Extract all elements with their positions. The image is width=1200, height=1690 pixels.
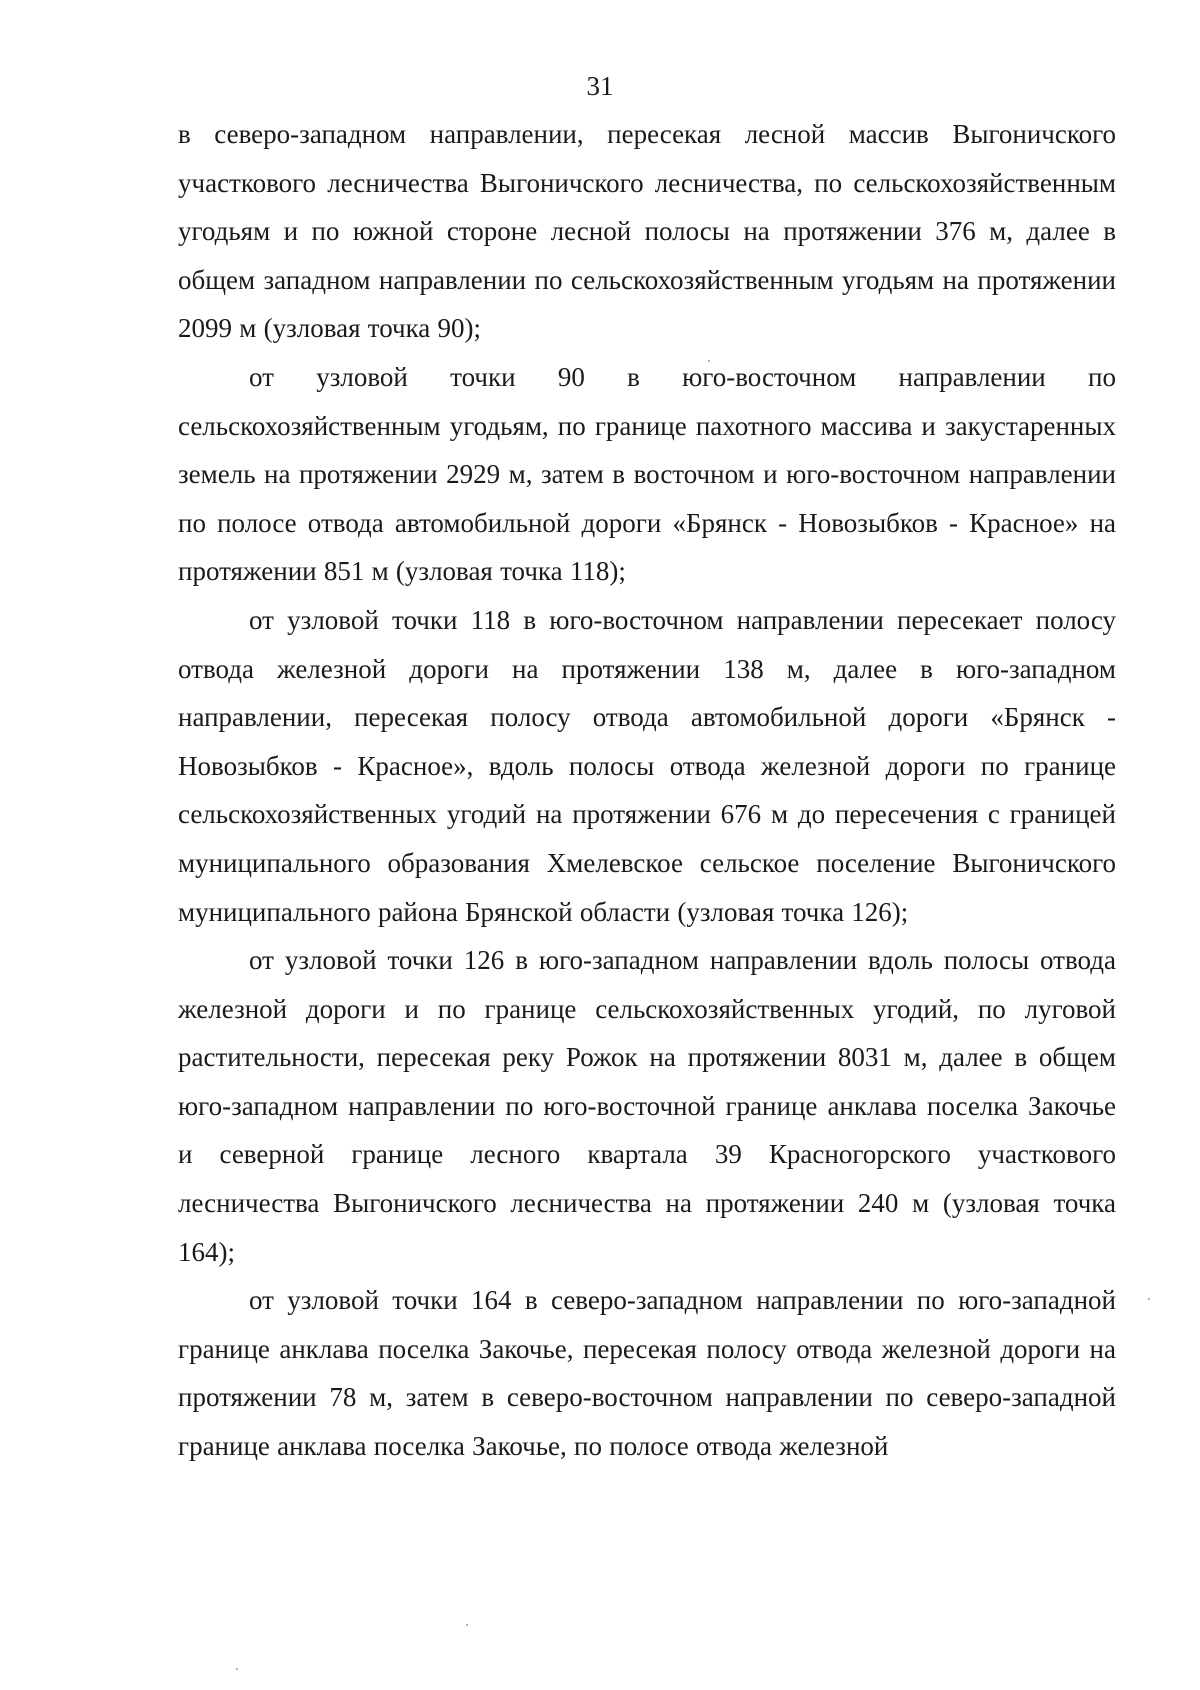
scan-speck (466, 1624, 468, 1626)
paragraph-1: в северо-западном направлении, пересекая лесной массив Выгоничского участкового лесничества Выгоничского лесничества, по сельскохозяйственным угодьям и по южной стороне лесной полосы на протяжении 376 м, далее в общем западном направлении по сельскохозяйственным угодьям на протяжении 2099 м (узловая точка 90); (178, 119, 1116, 344)
paragraph-4: от узловой точки 126 в юго-западном направлении вдоль полосы отвода железной дороги и по границе сельскохозяйственных угодий, по луговой растительности, пересекая реку Рожок на протяжении 8031 м, далее в общем юго-западном направлении по юго-восточной границе анклава поселка Закочье и северной границе лесного квартала 39 Красногорского участкового лесничества Выгоничского лесничества на протяжении 240 м (узловая точка 164); (178, 945, 1116, 1267)
scan-speck (708, 360, 710, 362)
page-number: 31 (586, 71, 614, 101)
paragraph-5: от узловой точки 164 в северо-западном направлении по юго-западной границе анклава поселка Закочье, пересекая полосу отвода железной дороги на протяжении 78 м, затем в северо-восточном направлении по северо-западной границе анклава поселка Закочье, по полосе отвода железной (178, 1285, 1116, 1462)
document-body (178, 110, 1116, 1471)
scan-speck (1148, 1298, 1150, 1300)
paragraph-3: от узловой точки 118 в юго-восточном направлении пересекает полосу отвода железной дороги на протяжении 138 м, далее в юго-западном направлении, пересекая полосу отвода автомобильной дороги «Брянск - Новозыбков - Красное», вдоль полосы отвода железной дороги по границе сельскохозяйственных угодий на протяжении 676 м до пересечения с границей муниципального образования Хмелевское сельское поселение Выгоничского муниципального района Брянской области (узловая точка 126); (178, 604, 1116, 927)
paragraph-2: от узловой точки 90 в юго-восточном направлении по сельскохозяйственным угодьям, по границе пахотного массива и закустаренных земель на протяжении 2929 м, затем в восточном и юго-восточном направлении по полосе отвода автомобильной дороги «Брянск - Новозыбков - Красное» на протяжении 851 м (узловая точка 118); (178, 361, 1116, 587)
scan-speck (236, 1668, 238, 1670)
